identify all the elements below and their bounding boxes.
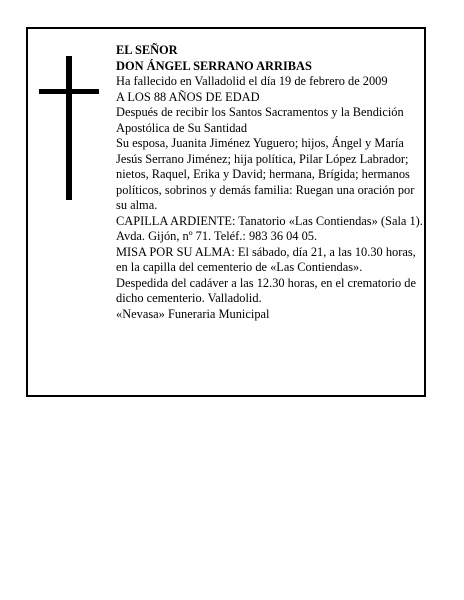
age-line: A LOS 88 AÑOS DE EDAD (116, 89, 260, 104)
sacraments-line: Después de recibir los Santos Sacramentos y la Bendición Apostólica de Su Santidad (116, 105, 404, 135)
farewell-info: Despedida del cadáver a las 12.30 horas, en el crematorio de dicho cementerio. Valladolid. (116, 275, 417, 305)
notice-text (116, 43, 424, 322)
family-paragraph: Su esposa, Juanita Jiménez Yuguero; hijos, Ángel y María Jesús Serrano Jiménez; hija política, Pilar López Labrador; nietos, Raquel, Erika y David; hermana, Brígida; hermanos políticos, sobrinos y demás familia: Ruegan una oración por su alma. (116, 136, 415, 212)
mass-info: MISA POR SU ALMA: El sábado, día 21, a las 10.30 horas, en la capilla del cementerio de «Las Contiendas». (116, 244, 416, 274)
deceased-name: DON ÁNGEL SERRANO ARRIBAS (116, 58, 312, 73)
heading-title: EL SEÑOR (116, 43, 178, 57)
cross-vertical-bar (66, 56, 72, 200)
death-info: Ha fallecido en Valladolid el día 19 de febrero de 2009 (116, 74, 388, 88)
cross-icon (39, 56, 99, 200)
cross-horizontal-bar (39, 89, 99, 94)
obituary-notice (26, 27, 426, 397)
funeral-home: «Nevasa» Funeraria Municipal (116, 306, 270, 321)
chapel-info: CAPILLA ARDIENTE: Tanatorio «Las Contiendas» (Sala 1). Avda. Gijón, nº 71. Teléf.: 983 36 04 05. (116, 213, 423, 243)
